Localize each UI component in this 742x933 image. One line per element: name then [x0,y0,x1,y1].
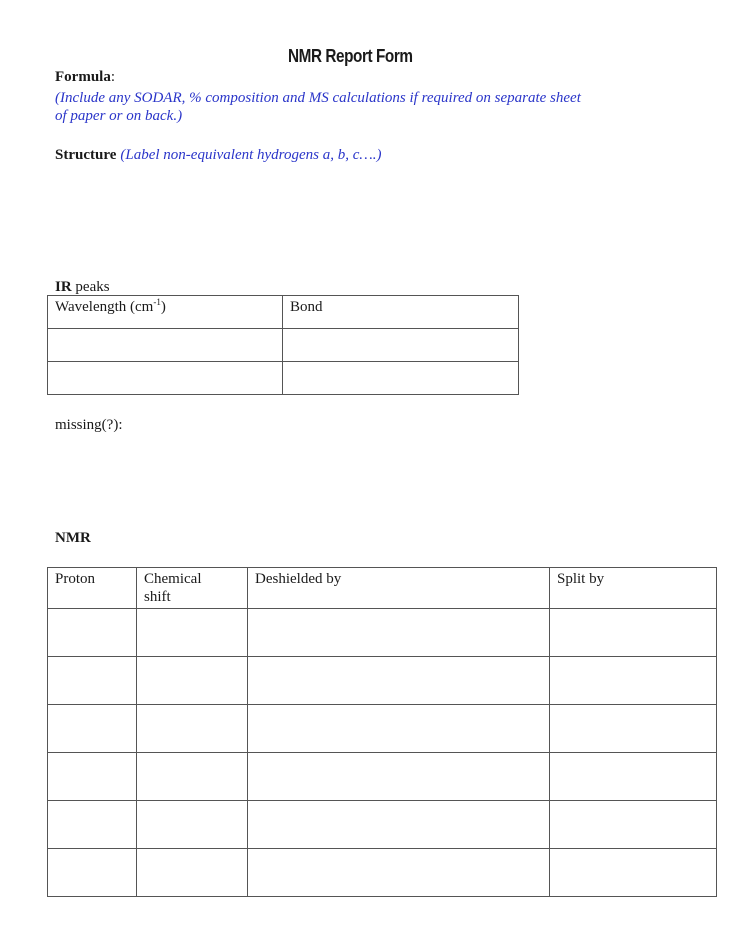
missing-label: missing(?): [55,417,123,433]
nmr-header-proton: Proton [48,568,137,609]
ir-header-wavelength [48,296,283,329]
nmr-cell-deshielded-by[interactable] [248,801,550,849]
ir-table [47,295,519,395]
nmr-row [48,801,717,849]
ir-wavelength-sup: -1 [153,297,161,307]
ir-header-bond: Bond [283,296,519,329]
nmr-chemical-shift-line2: shift [144,589,171,605]
nmr-cell-split-by[interactable] [550,609,717,657]
ir-wavelength-text: Wavelength (cm [55,299,154,315]
ir-cell-wavelength[interactable] [48,329,283,362]
nmr-label: NMR [55,530,91,546]
nmr-cell-chemical-shift[interactable] [137,609,248,657]
nmr-cell-proton[interactable] [48,609,137,657]
structure-heading [55,146,381,164]
nmr-cell-split-by[interactable] [550,705,717,753]
ir-label-rest: peaks [71,279,110,295]
nmr-cell-proton[interactable] [48,705,137,753]
nmr-cell-split-by[interactable] [550,849,717,897]
nmr-cell-chemical-shift[interactable] [137,705,248,753]
nmr-cell-split-by[interactable] [550,801,717,849]
nmr-table [47,567,717,897]
ir-header-row [48,296,519,329]
nmr-header-chemical-shift [137,568,248,609]
nmr-header-split-by: Split by [550,568,717,609]
nmr-cell-split-by[interactable] [550,753,717,801]
nmr-cell-deshielded-by[interactable] [248,609,550,657]
ir-row [48,362,519,395]
ir-cell-bond[interactable] [283,362,519,395]
formula-instruction-line2: of paper or on back.) [55,108,183,124]
nmr-cell-proton[interactable] [48,657,137,705]
nmr-cell-deshielded-by[interactable] [248,705,550,753]
formula-instruction-line1: (Include any SODAR, % composition and MS calculations if required on separate sheet [55,90,581,106]
ir-heading [55,278,110,296]
nmr-cell-chemical-shift[interactable] [137,849,248,897]
nmr-cell-deshielded-by[interactable] [248,849,550,897]
nmr-row [48,657,717,705]
ir-wavelength-suffix: ) [160,299,166,315]
nmr-cell-chemical-shift[interactable] [137,801,248,849]
nmr-header-row [48,568,717,609]
structure-label: Structure [55,147,117,163]
formula-label: Formula [55,69,111,85]
ir-label: IR [55,279,72,295]
ir-row [48,329,519,362]
nmr-cell-deshielded-by[interactable] [248,753,550,801]
page-title: NMR Report Form [288,46,413,66]
ir-cell-wavelength[interactable] [48,362,283,395]
nmr-cell-chemical-shift[interactable] [137,753,248,801]
structure-instruction: (Label non-equivalent hydrogens a, b, c….) [120,147,382,163]
nmr-chemical-shift-line1: Chemical [144,571,202,587]
nmr-cell-split-by[interactable] [550,657,717,705]
nmr-header-deshielded-by: Deshielded by [248,568,550,609]
nmr-row [48,705,717,753]
nmr-cell-proton[interactable] [48,849,137,897]
ir-cell-bond[interactable] [283,329,519,362]
nmr-row [48,609,717,657]
nmr-row [48,849,717,897]
formula-heading [55,68,115,86]
nmr-cell-proton[interactable] [48,801,137,849]
formula-instruction [55,89,695,125]
nmr-cell-deshielded-by[interactable] [248,657,550,705]
formula-colon: : [110,69,115,85]
nmr-cell-chemical-shift[interactable] [137,657,248,705]
nmr-cell-proton[interactable] [48,753,137,801]
nmr-row [48,753,717,801]
